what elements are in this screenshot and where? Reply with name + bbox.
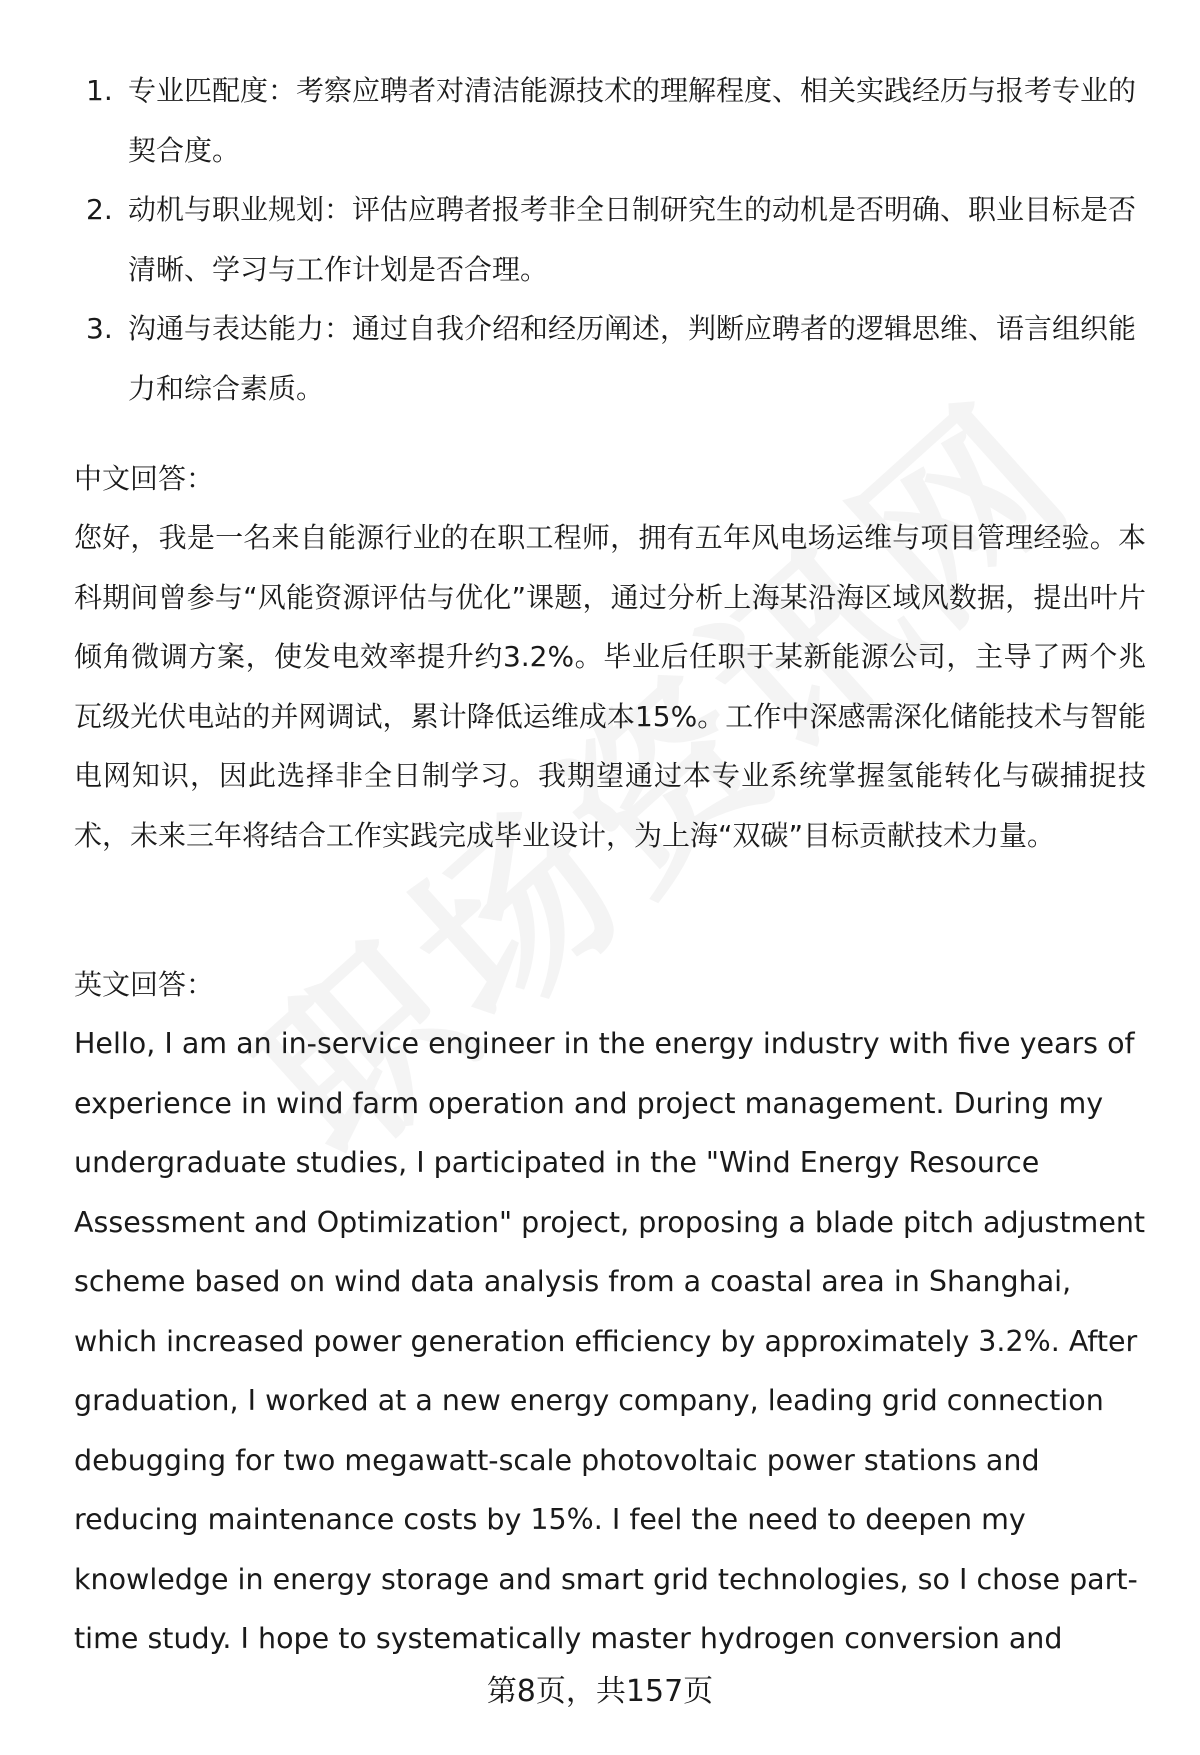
criteria-number: 2. bbox=[86, 193, 113, 226]
criteria-text: 专业匹配度：考察应聘者对清洁能源技术的理解程度、相关实践经历与报考专业的契合度。 bbox=[128, 74, 1137, 167]
criteria-number: 3. bbox=[86, 312, 113, 345]
criteria-item-1 bbox=[74, 61, 1144, 180]
criteria-item-2 bbox=[74, 180, 1144, 299]
english-answer-label: 英文回答： bbox=[74, 968, 215, 1001]
criteria-text: 沟通与表达能力：通过自我介绍和经历阐述，判断应聘者的逻辑思维、语言组织能力和综合素质。 bbox=[128, 312, 1137, 405]
evaluation-criteria-list bbox=[74, 61, 1144, 418]
criteria-text: 动机与职业规划：评估应聘者报考非全日制研究生的动机是否明确、职业目标是否清晰、学习与工作计划是否合理。 bbox=[128, 193, 1137, 286]
chinese-answer-label: 中文回答： bbox=[74, 462, 215, 495]
chinese-answer-text: 您好，我是一名来自能源行业的在职工程师，拥有五年风电场运维与项目管理经验。本科期间曾参与“风能资源评估与优化”课题，通过分析上海某沿海区域风数据，提出叶片倾角微调方案，使发电效率提升约3.2%。毕业后任职于某新能源公司，主导了两个兆瓦级光伏电站的并网调试，累计降低运维成本15%。工作中深感需深化储能技术与智能电网知识，因此选择非全日制学习。我期望通过本专业系统掌握氢能转化与碳捕捉技术，未来三年将结合工作实践完成毕业设计，为上海“双碳”目标贡献技术力量。 bbox=[74, 521, 1146, 852]
criteria-item-3 bbox=[74, 299, 1144, 418]
page-indicator: 第8页，共157页 bbox=[486, 1674, 714, 1709]
criteria-number: 1. bbox=[86, 74, 113, 107]
english-answer-text: Hello, I am an in-service engineer in the energy industry with five years of experience in wind farm operation and project management. During my undergraduate studies, I participated in the "Wind Energy Resource Assessment and Optimization" project, proposing a blade pitch adjustment scheme based on wind data analysis from a coastal area in Shanghai, which increased power generation efficiency by approximately 3.2%. After graduation, I worked at a new energy company, leading grid connection debugging for two megawatt-scale photovoltaic power stations and reducing maintenance costs by 15%. I feel the need to deepen my knowledge in energy storage and smart grid technologies, so I chose part-time study. I hope to systematically master hydrogen conversion and bbox=[74, 1027, 1146, 1655]
